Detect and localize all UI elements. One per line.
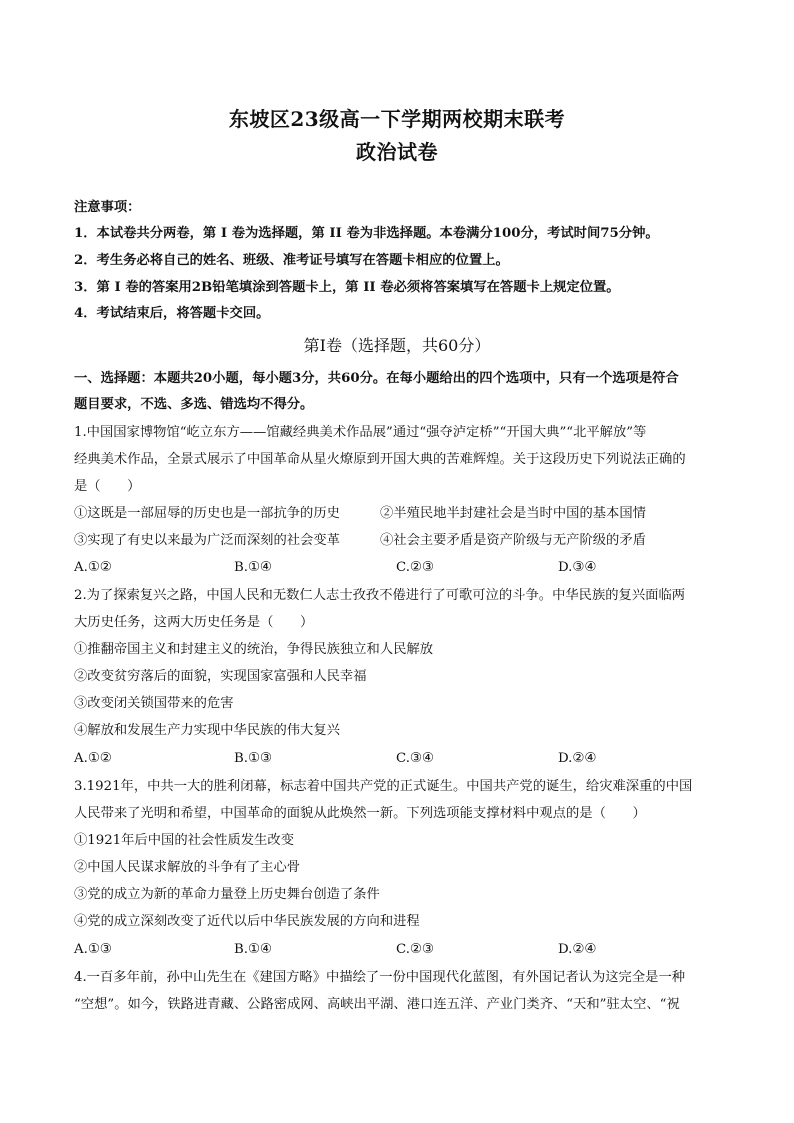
q1-item: ③实现了有史以来最为广泛而深刻的社会变革 — [74, 533, 340, 548]
q4-stem: “空想”。如今，铁路进青藏、公路密成网、高峡出平湖、港口连五洋、产业门类齐、“天和”驻太空、“祝 — [74, 997, 680, 1012]
q1-stem: 1.中国国家博物馆“屹立东方——馆藏经典美术作品展”通过“强夺泸定桥”“开国大典”“北平解放”等 — [74, 425, 647, 440]
section-intro: 一、选择题：本题共20小题，每小题3分，共60分。在每小题给出的四个选项中，只有一个选项是符合 — [74, 371, 679, 386]
q1-option-a: A.①② — [74, 560, 112, 575]
q2-item: ④解放和发展生产力实现中华民族的伟大复兴 — [74, 723, 340, 738]
q2-item: ①推翻帝国主义和封建主义的统治，争得民族独立和人民解放 — [74, 642, 434, 657]
q2-option-c: C.③④ — [396, 751, 434, 766]
q3-item: ②中国人民谋求解放的斗争有了主心骨 — [74, 860, 301, 875]
notice-item: 4．考试结束后，将答题卡交回。 — [74, 306, 270, 321]
q1-option-c: C.②③ — [396, 560, 434, 575]
q4-stem: 4.一百多年前，孙中山先生在《建国方略》中描绘了一份中国现代化蓝图，有外国记者认为这完全是一种 — [74, 970, 686, 985]
q3-stem: 3.1921年，中共一大的胜利闭幕，标志着中国共产党的正式诞生。中国共产党的诞生，给灾难深重的中国 — [74, 779, 693, 794]
q1-item: ②半殖民地半封建社会是当时中国的基本国情 — [380, 506, 646, 521]
q1-option-d: D.③④ — [558, 560, 597, 575]
q1-item: ④社会主要矛盾是资产阶级与无产阶级的矛盾 — [380, 533, 646, 548]
q2-option-d: D.②④ — [558, 751, 597, 766]
notice-item: 3．第 I 卷的答案用2B铅笔填涂到答题卡上，第 II 卷必须将答案填写在答题卡上规定位置。 — [74, 280, 620, 295]
q2-option-b: B.①③ — [234, 751, 272, 766]
notice-item: 2．考生务必将自己的姓名、班级、准考证号填写在答题卡相应的位置上。 — [74, 253, 509, 268]
q2-item: ②改变贫穷落后的面貌，实现国家富强和人民幸福 — [74, 669, 367, 684]
section-title: 第Ⅰ卷（选择题，共60分） — [303, 336, 491, 355]
q3-option-a: A.①③ — [74, 942, 112, 957]
q3-stem: 人民带来了光明和希望，中国革命的面貌从此焕然一新。下列选项能支撑材料中观点的是（ ） — [74, 806, 646, 821]
q3-item: ③党的成立为新的革命力量登上历史舞台创造了条件 — [74, 887, 380, 902]
q1-option-b: B.①④ — [234, 560, 272, 575]
q2-stem: 2.为了探索复兴之路，中国人民和无数仁人志士孜孜不倦进行了可歌可泣的斗争。中华民族的复兴面临两 — [74, 588, 686, 603]
q1-stem: 是（ ） — [74, 479, 141, 494]
exam-title: 东坡区23级高一下学期两校期末联考 — [228, 107, 566, 131]
q2-stem: 大历史任务，这两大历史任务是（ ） — [74, 615, 314, 630]
q2-item: ③改变闭关锁国带来的危害 — [74, 696, 234, 711]
q3-option-d: D.②④ — [558, 942, 597, 957]
notice-item: 1．本试卷共分两卷，第 I 卷为选择题，第 II 卷为非选择题。本卷满分100分，考试时间75分钟。 — [74, 226, 659, 241]
section-intro: 题目要求，不选、多选、错选均不得分。 — [74, 397, 314, 412]
notice-heading: 注意事项： — [74, 200, 141, 215]
q1-stem: 经典美术作品，全景式展示了中国革命从星火燎原到开国大典的苦难辉煌。关于这段历史下列说法正确的 — [74, 452, 686, 467]
q3-option-b: B.①④ — [234, 942, 272, 957]
q3-item: ④党的成立深刻改变了近代以后中华民族发展的方向和进程 — [74, 914, 420, 929]
q2-option-a: A.①② — [74, 751, 112, 766]
q3-item: ①1921年后中国的社会性质发生改变 — [74, 833, 294, 848]
exam-subject: 政治试卷 — [356, 140, 438, 164]
q3-option-c: C.②③ — [396, 942, 434, 957]
q1-item: ①这既是一部屈辱的历史也是一部抗争的历史 — [74, 506, 340, 521]
